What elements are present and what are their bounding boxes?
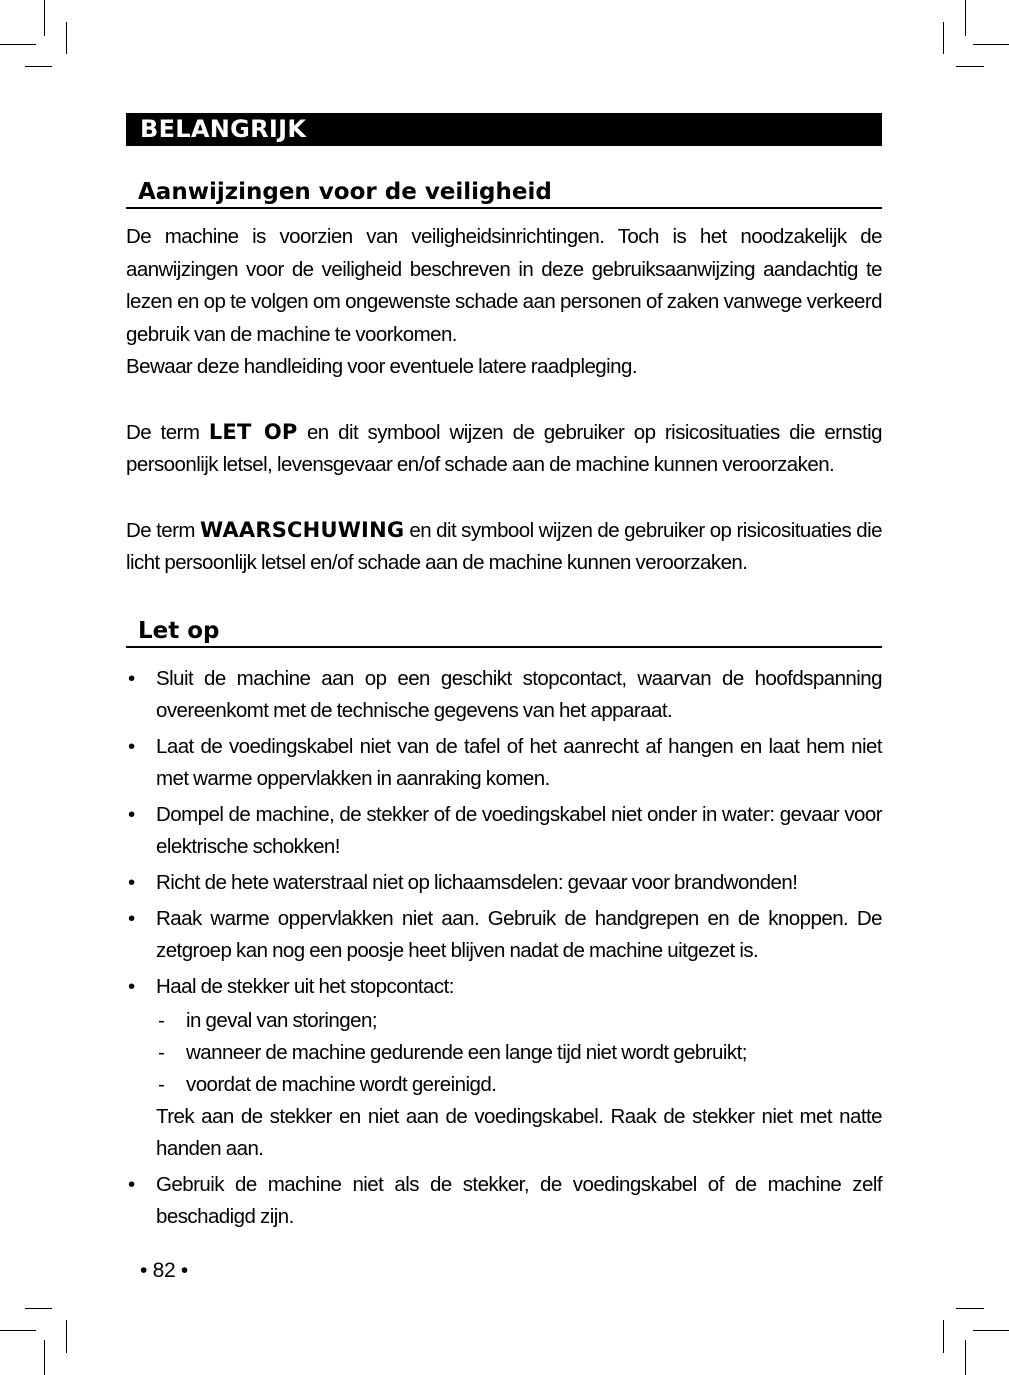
section-banner: BELANGRIJK (126, 113, 882, 146)
sub-list (156, 1005, 882, 1101)
sub-list-item-text: voordat de machine wordt gereinigd. (186, 1072, 497, 1096)
bullet-icon: • (128, 906, 135, 930)
crop-mark (0, 44, 36, 45)
list-item (126, 867, 882, 899)
keyword-letop: LET OP (208, 419, 298, 444)
crop-mark (956, 1308, 984, 1309)
letop-heading: Let op (126, 618, 882, 648)
bullet-icon: • (128, 1172, 135, 1196)
dash-icon: - (158, 1072, 165, 1096)
crop-mark (973, 1330, 1009, 1331)
sub-list-item (156, 1037, 882, 1069)
dash-icon: - (158, 1008, 165, 1032)
term-prefix: De term (126, 518, 195, 542)
sub-list-item (156, 1005, 882, 1037)
term-prefix: De term (126, 420, 200, 444)
term-description: en dit symbool wijzen de gebruiker op risicosituaties die licht persoonlijk letsel en/of schade aan de machine kunnen veroorzaken. (126, 518, 883, 574)
crop-mark (25, 1308, 52, 1309)
crop-mark (943, 22, 944, 54)
list-item-text: Dompel de machine, de stekker of de voedingskabel niet onder in water: gevaar voor elektrische schokken! (156, 802, 882, 858)
page-number: • 82 • (140, 1259, 188, 1282)
keep-manual-text: Bewaar deze handleiding voor eventuele latere raadpleging. (126, 355, 638, 378)
page-content (126, 113, 882, 1237)
list-item-text: Laat de voedingskabel niet van de tafel of het aanrecht af hangen en laat hem niet met warme oppervlakken in aanraking komen. (156, 734, 882, 790)
list-item (126, 663, 882, 727)
crop-mark (44, 0, 45, 36)
unplug-note: Trek aan de stekker en niet aan de voedingskabel. Raak de stekker niet met natte handen aan. (156, 1104, 882, 1160)
crop-mark (956, 66, 984, 67)
bullet-icon: • (128, 974, 135, 998)
term-letop-paragraph (126, 416, 882, 482)
bullet-icon: • (128, 666, 135, 690)
list-item (126, 1169, 882, 1233)
safety-intro (126, 221, 882, 384)
bullet-icon: • (128, 734, 135, 758)
list-item-unplug (126, 971, 882, 1165)
list-item-text: Gebruik de machine niet als de stekker, de voedingskabel of de machine zelf beschadigd zijn. (156, 1172, 882, 1228)
crop-mark (943, 1320, 944, 1353)
crop-mark (25, 66, 52, 67)
list-item-text: Raak warme oppervlakken niet aan. Gebruik de handgrepen en de knoppen. De zetgroep kan nog een poosje heet blijven nadat de machine uitgezet is. (156, 906, 882, 962)
term-waarschuwing-paragraph (126, 514, 882, 580)
warning-list (126, 663, 882, 1233)
crop-mark (965, 1340, 966, 1375)
sub-list-item-text: in geval van storingen; (186, 1008, 377, 1032)
list-item-text: Haal de stekker uit het stopcontact: (156, 974, 454, 998)
list-item (126, 799, 882, 863)
bullet-icon: • (128, 802, 135, 826)
list-item (126, 903, 882, 967)
intro-text: De machine is voorzien van veiligheidsinrichtingen. Toch is het noodzakelijk de aanwijzingen voor de veiligheid beschreven in deze gebruiksaanwijzing aandachtig te lezen en op te volgen om ongewenste schade aan personen of zaken vanwege verkeerd gebruik van de machine te voorkomen. (126, 225, 882, 346)
crop-mark (66, 1320, 67, 1353)
crop-mark (66, 22, 67, 54)
list-item-text: Richt de hete waterstraal niet op lichaamsdelen: gevaar voor brandwonden! (156, 870, 798, 894)
dash-icon: - (158, 1040, 165, 1064)
crop-mark (973, 44, 1009, 45)
term-description: en dit symbool wijzen de gebruiker op risicosituaties die ernstig persoonlijk letsel, levensgevaar en/of schade aan de machine kunnen veroorzaken. (126, 420, 882, 476)
sub-list-item-text: wanneer de machine gedurende een lange tijd niet wordt gebruikt; (186, 1040, 747, 1064)
crop-mark (965, 0, 966, 36)
crop-mark (0, 1330, 36, 1331)
bullet-icon: • (128, 870, 135, 894)
list-item (126, 731, 882, 795)
keyword-waarschuwing: WAARSCHUWING (200, 517, 405, 542)
sub-list-item (156, 1069, 882, 1101)
safety-heading: Aanwijzingen voor de veiligheid (126, 179, 882, 209)
list-item-text: Sluit de machine aan op een geschikt stopcontact, waarvan de hoofdspanning overeenkomt met de technische gegevens van het apparaat. (156, 666, 882, 722)
crop-mark (44, 1340, 45, 1375)
